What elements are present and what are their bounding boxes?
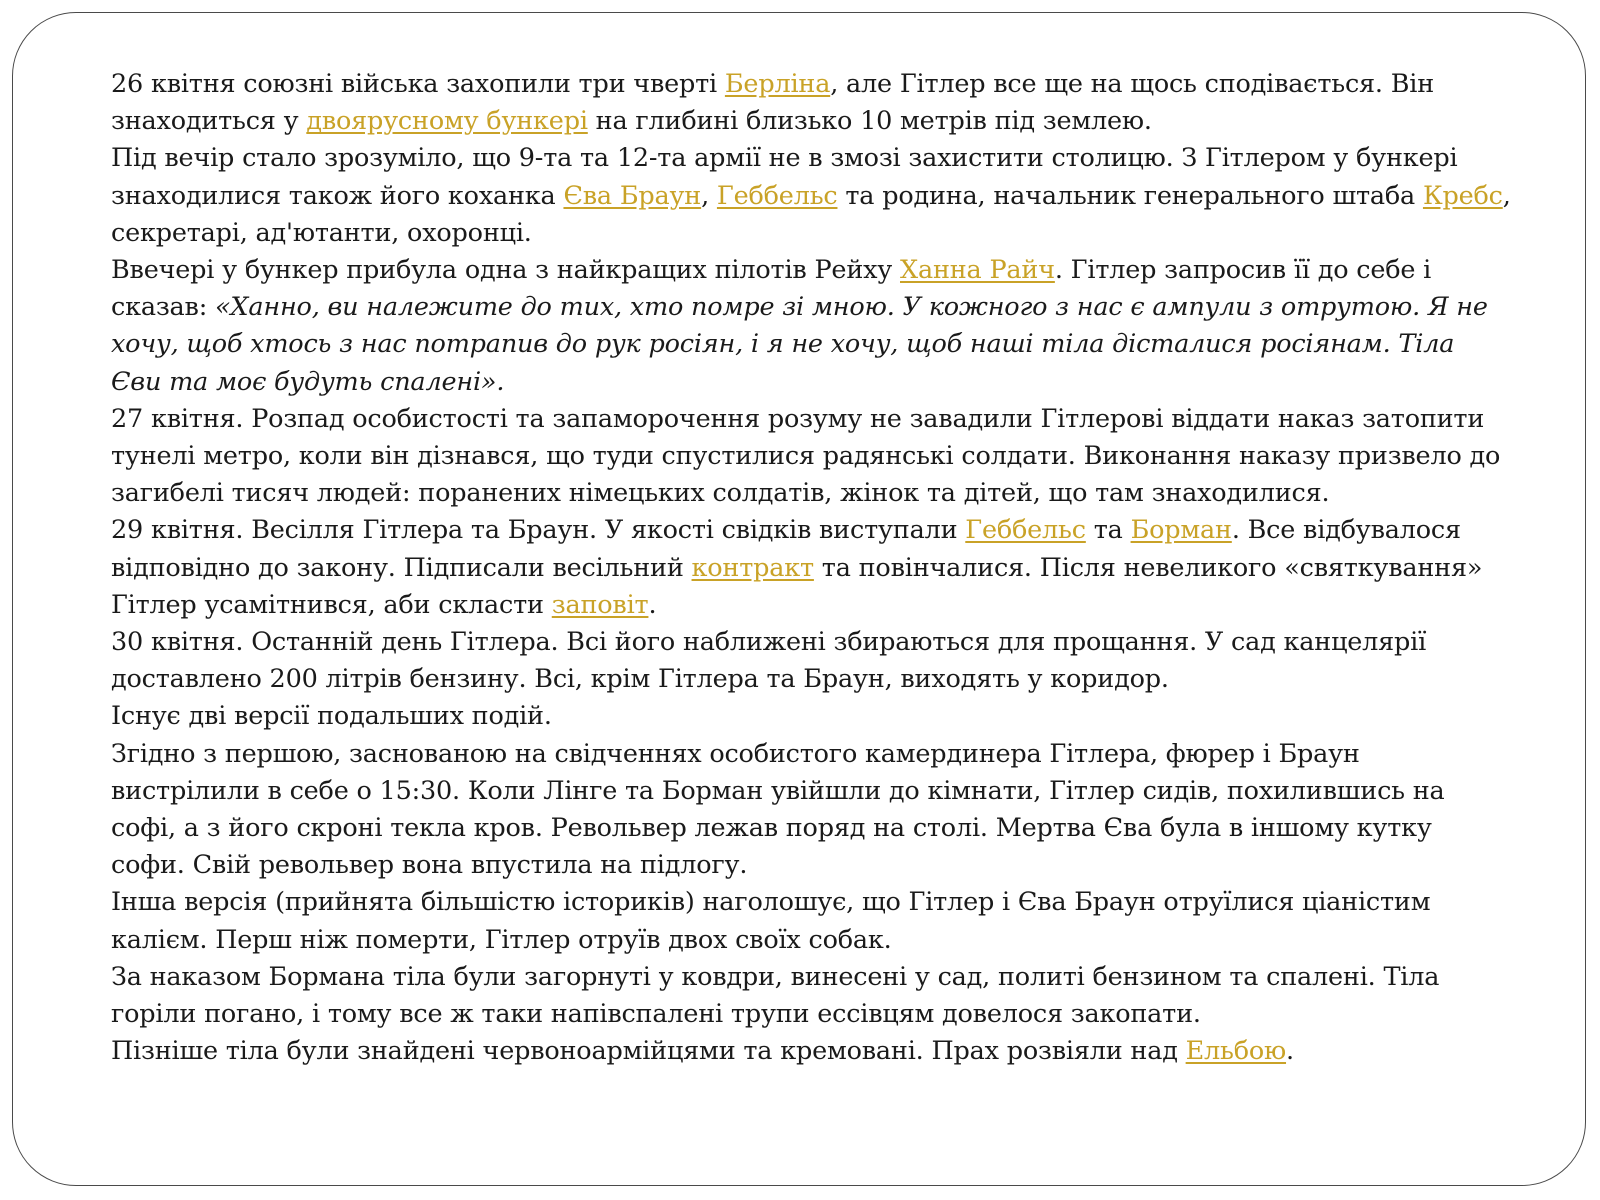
text-run: Згідно з першою, заснованою на свідченнях особистого камердинера Гітлера, фюрер і Браун вистрілили в себе о 15:30. Коли Лінге та Борман увійшли до кімнати, Гітлер сидів, похилившись на софі, а з його скроні текла кров. Револьвер лежав поряд на столі. Мертва Єва була в іншому кутку софи. Свій револьвер вона впустила на підлогу. bbox=[111, 738, 1445, 881]
text-run: та повінчалися. Після невеликого «святкування» Гітлер усамітнився, аби скласти bbox=[111, 552, 1483, 620]
link-contract[interactable]: контракт bbox=[691, 552, 814, 583]
text-run: , bbox=[701, 180, 717, 211]
paragraph-evening bbox=[111, 140, 1511, 252]
link-goebbels-2[interactable]: Геббельс bbox=[965, 515, 1086, 546]
text-run: Пізніше тіла були знайдені червоноармійцями та кремовані. Прах розвіяли над bbox=[111, 1036, 1186, 1067]
link-berlin[interactable]: Берліна bbox=[724, 69, 831, 99]
text-run: Існує дві версії подальших подій. bbox=[111, 701, 552, 732]
text-run: на глибині близько 10 метрів під землею. bbox=[587, 106, 1152, 137]
text-run: Інша версія (прийнята більшістю істориків) наголошує, що Гітлер і Єва Браун отруїлися ціаністим калієм. Перш ніж померти, Гітлер отруїв двох своїх собак. bbox=[111, 887, 1431, 955]
quote-italic: «Ханно, ви належите до тих, хто помре зі мною. У кожного з нас є ампули з отрутою. Я не хочу, щоб хтось з нас потрапив до рук росіян, і я не хочу, щоб наші тіла дісталися росіянам. Тіла Єви та моє будуть спалені». bbox=[111, 292, 1488, 397]
text-run: . bbox=[648, 589, 657, 620]
text-run: . Гітлер запросив її до себе і сказав: bbox=[111, 255, 1432, 323]
paragraph-april-29 bbox=[111, 512, 1511, 624]
paragraph-version-one bbox=[111, 736, 1511, 885]
text-run: . Все відбувалося відповідно до закону. Підписали весільний bbox=[111, 515, 1461, 583]
link-elbe[interactable]: Ельбою bbox=[1185, 1036, 1287, 1067]
text-run: 26 квітня союзні війська захопили три чверті bbox=[111, 69, 725, 99]
text-run: Ввечері у бункер прибула одна з найкращих пілотів Рейху bbox=[111, 255, 900, 286]
text-run: . bbox=[1286, 1036, 1294, 1067]
slide-text-body bbox=[111, 66, 1511, 1070]
paragraph-version-two bbox=[111, 884, 1511, 958]
text-run: Під вечір стало зрозуміло, що 9-та та 12-та армії не в змозі захистити столицю. З Гітлером у бункері знаходилися також його коханка bbox=[111, 143, 1458, 211]
paragraph-hanna-reitsch bbox=[111, 252, 1511, 401]
paragraph-april-30 bbox=[111, 624, 1511, 698]
link-goebbels[interactable]: Геббельс bbox=[716, 180, 838, 211]
paragraph-april-27 bbox=[111, 401, 1511, 513]
text-run: та bbox=[1085, 515, 1131, 546]
text-run: 27 квітня. Розпад особистості та запаморочення розуму не завадили Гітлерові віддати наказ затопити тунелі метро, коли він дізнався, що туди спустилися радянські солдати. Виконання наказу призвело до загибелі тисяч людей: поранених німецьких солдатів, жінок та дітей, що там знаходилися. bbox=[111, 403, 1501, 509]
text-run: , секретарі, ад'ютанти, охоронці. bbox=[111, 180, 1511, 248]
paragraph-two-versions bbox=[111, 698, 1511, 735]
link-hanna-reitsch[interactable]: Ханна Райч bbox=[900, 255, 1055, 286]
paragraph-elbe bbox=[111, 1033, 1511, 1070]
paragraph-bodies-burned bbox=[111, 959, 1511, 1033]
text-run: 30 квітня. Останній день Гітлера. Всі його наближені збираються для прощання. У сад канцелярії доставлено 200 літрів бензину. Всі, крім Гітлера та Браун, виходять у коридор. bbox=[111, 627, 1427, 695]
link-bunker[interactable]: двоярусному бункері bbox=[306, 106, 588, 137]
link-testament[interactable]: заповіт bbox=[551, 589, 649, 620]
text-run: За наказом Бормана тіла були загорнуті у ковдри, винесені у сад, политі бензином та спалені. Тіла горіли погано, і тому все ж таки напівспалені трупи ессівцям довелося закопати. bbox=[111, 961, 1440, 1030]
link-krebs[interactable]: Кребс bbox=[1422, 180, 1503, 211]
text-run: 29 квітня. Весілля Гітлера та Браун. У якості свідків виступали bbox=[111, 515, 966, 546]
paragraph-april-26 bbox=[111, 66, 1511, 140]
text-run: , але Гітлер все ще на щось сподівається. Він знаходиться у bbox=[111, 69, 1435, 137]
text-run: та родина, начальник генерального штаба bbox=[837, 180, 1423, 211]
link-eva-braun[interactable]: Єва Браун bbox=[563, 180, 702, 211]
link-bormann[interactable]: Борман bbox=[1130, 515, 1232, 546]
